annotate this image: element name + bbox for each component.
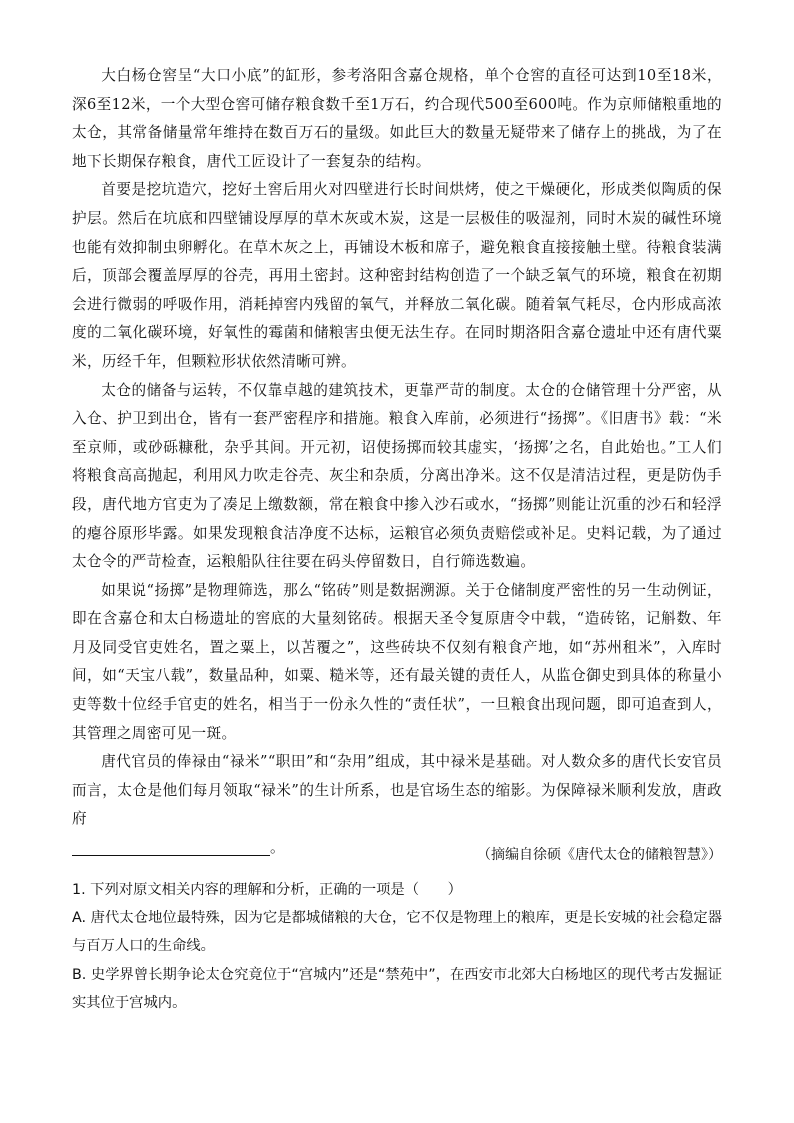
source-citation: （摘编自徐硕《唐代太仓的储粮智慧》） [477,847,722,863]
question-stem: 1. 下列对原文相关内容的理解和分析，正确的一项是（ ） [72,882,462,898]
passage-paragraph-3: 太仓的储备与运转，不仅靠卓越的建筑技术，更靠严苛的制度。太仓的仓储管理十分严密，从入仓、护卫到出仓，皆有一套严密程序和措施。粮食入库前，必须进行“扬掷”。《旧唐书》载：“米至京师，或砂砾糠秕，杂乎其间。开元初，诏使扬掷而较其虚实，‘扬掷’之名，自此始也。”工人们将粮食高高抛起，利用风力吹走谷壳、灰尘和杂质，分离出净米。这不仅是清洁过程，更是防伪手段，唐代地方官吏为了凑足上缴数额，常在粮食中掺入沙石或水，“扬掷”则能让沉重的沙石和轻浮的瘪谷原形毕露。如果发现粮食洁净度不达标，运粮官必须负责赔偿或补足。史料记载，为了通过太仓令的严苛检查，运粮船队往往要在码头停留数日，自行筛选数遍。 [72,381,722,571]
passage-paragraph-4: 如果说“扬掷”是物理筛选，那么“铭砖”则是数据溯源。关于仓储制度严密性的另一生动例证，即在含嘉仓和太白杨遗址的窖底的大量刻铭砖。根据天圣令复原唐令中载，“造砖铭，记斛数、年月及同受官吏姓名，置之粟上，以苫覆之”，这些砖块不仅刻有粮食产地，如“苏州租米”，入库时间，如“天宝八载”，数量品种，如粟、糙米等，还有最关键的责任人，从监仓御史到具体的称量小吏等数十位经手官吏的姓名，相当于一份永久性的“责任状”，一旦粮食出现问题，即可追查到人，其管理之周密可见一斑。 [72,581,722,742]
option-a: A. 唐代太仓地位最特殊，因为它是都城储粮的大仓，它不仅是物理上的粮库，更是长安城的社会稳定器与百万人口的生命线。 [72,910,722,955]
blank-suffix: 。 [270,839,285,857]
passage-paragraph-2: 首要是挖坑造穴，挖好土窖后用火对四壁进行长时间烘烤，使之干燥硬化，形成类似陶质的保护层。然后在坑底和四壁铺设厚厚的草木灰或木炭，这是一层极佳的吸湿剂，同时木炭的碱性环境也能有效抑制虫卵孵化。在草木灰之上，再铺设木板和席子，避免粮食直接接触土壁。待粮食装满后，顶部会覆盖厚厚的谷壳，再用土密封。这种密封结构创造了一个缺乏氧气的环境，粮食在初期会进行微弱的呼吸作用，消耗掉窖内残留的氧气，并释放二氧化碳。随着氧气耗尽，仓内形成高浓度的二氧化碳环境，好氧性的霉菌和储粮害虫便无法生存。在同时期洛阳含嘉仓遗址中还有唐代粟米，历经千年，但颗粒形状依然清晰可辨。 [72,181,722,370]
option-b: B. 史学界曾长期争论太仓究竟位于“宫城内”还是“禁苑中”，在西安市北郊大白杨地区的现代考古发掘证实其位于宫城内。 [72,966,722,1011]
answer-blank [72,839,270,856]
reading-passage [72,62,722,863]
passage-paragraph-1: 大白杨仓窖呈“大口小底”的缸形，参考洛阳含嘉仓规格，单个仓窖的直径可达到10至18米，深6至12米，一个大型仓窖可储存粮食数千至1万石，约合现代500至600吨。作为京师储粮重地的太仓，其常备储量常年维持在数百万石的量级。如此巨大的数量无疑带来了储存上的挑战，为了在地下长期保存粮食，唐代工匠设计了一套复杂的结构。 [72,67,722,170]
passage-paragraph-5-text: 唐代官员的俸禄由“禄米”“职田”和“杂用”组成，其中禄米是基础。对人数众多的唐代长安官员而言，太仓是他们每月领取“禄米”的生计所系，也是官场生态的缩影。为保障禄米顺利发放，唐政府 [72,753,722,828]
passage-paragraph-5 [72,748,722,834]
question-block [72,876,722,1017]
